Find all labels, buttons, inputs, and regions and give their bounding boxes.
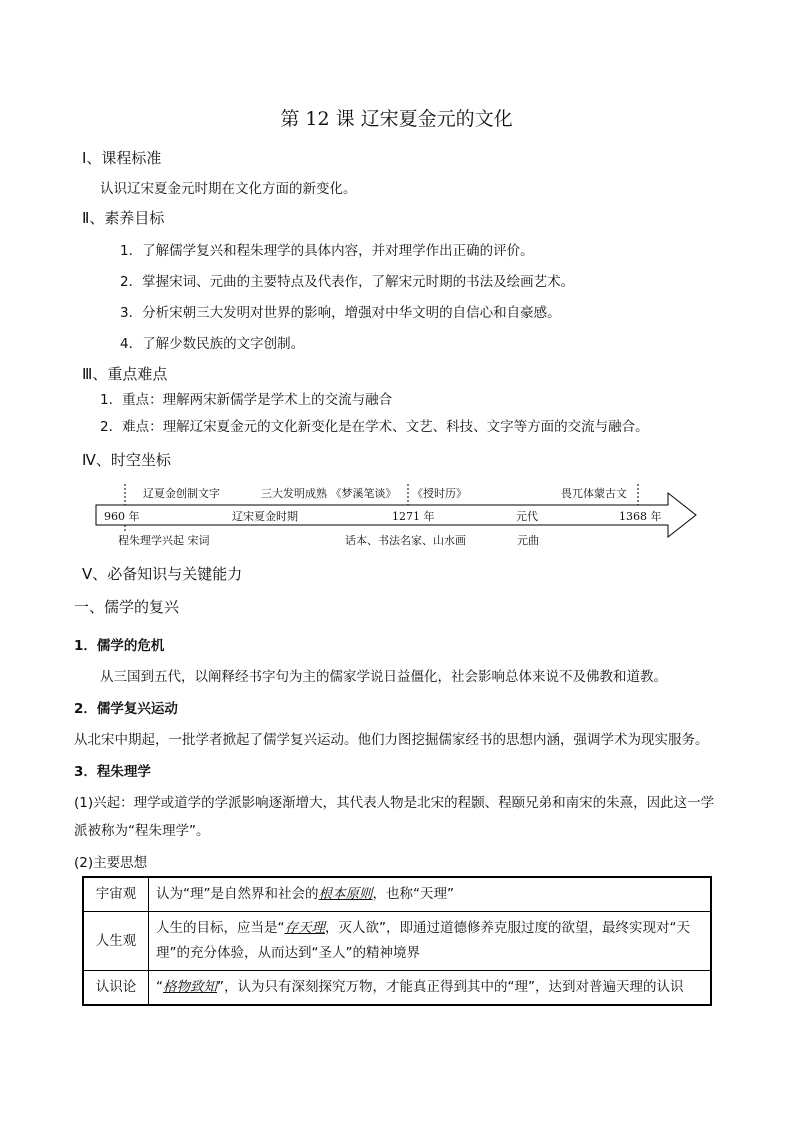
table-row-head: 人生观 bbox=[83, 912, 149, 971]
table-row-head: 宇宙观 bbox=[83, 877, 149, 912]
table-row bbox=[83, 877, 711, 912]
goal-item: 2．掌握宋词、元曲的主要特点及代表作，了解宋元时期的书法及绘画艺术。 bbox=[120, 274, 575, 290]
keypoint-item: 2．难点：理解辽宋夏金元的文化新变化是在学术、文艺、科技、文字等方面的交流与融合。 bbox=[100, 419, 649, 435]
section-heading-timeline: Ⅳ、时空坐标 bbox=[82, 451, 171, 469]
subheading: 2．儒学复兴运动 bbox=[74, 701, 178, 717]
section-heading-knowledge: Ⅴ、必备知识与关键能力 bbox=[82, 565, 243, 583]
table-row bbox=[83, 912, 711, 971]
paragraph: (2)主要思想 bbox=[74, 855, 148, 871]
emphasis: 格物致知 bbox=[163, 979, 217, 995]
page-title: 第 12 课 辽宋夏金元的文化 bbox=[280, 108, 513, 130]
emphasis: 存天理 bbox=[284, 920, 325, 936]
subheading: 3．程朱理学 bbox=[74, 764, 151, 780]
section-heading-keypoints: Ⅲ、重点难点 bbox=[82, 365, 168, 383]
timeline-period: 辽宋夏金时期 bbox=[232, 510, 298, 523]
table-row-content: “格物致知”，认为只有深刻探究万物，才能真正得到其中的“理”，达到对普遍天理的认识 bbox=[149, 971, 712, 1006]
timeline-below-label: 元曲 bbox=[517, 534, 539, 547]
part-heading: 一、儒学的复兴 bbox=[74, 598, 180, 616]
emphasis: 根本原则 bbox=[318, 886, 373, 902]
timeline-above-label: 畏兀体蒙古文 bbox=[561, 487, 627, 500]
paragraph: (1)兴起：理学或道学的学派影响逐渐增大，其代表人物是北宋的程颢、程颐兄弟和南宋的朱熹，因此这一学派被称为“程朱理学”。 bbox=[74, 795, 715, 839]
thought-table bbox=[82, 876, 712, 1006]
timeline-above-label: 三大发明成熟 《梦溪笔谈》 bbox=[261, 487, 397, 500]
keypoint-item: 1．重点：理解两宋新儒学是学术上的交流与融合 bbox=[100, 392, 393, 408]
timeline-below-label: 程朱理学兴起 宋词 bbox=[118, 534, 210, 547]
goal-item: 1．了解儒学复兴和程朱理学的具体内容，并对理学作出正确的评价。 bbox=[120, 243, 534, 259]
table-row-head: 认识论 bbox=[83, 971, 149, 1006]
timeline-above-label: 辽夏金创制文字 bbox=[143, 487, 220, 500]
paragraph: 从北宋中期起，一批学者掀起了儒学复兴运动。他们力图挖掘儒家经书的思想内涵，强调学术为现实服务。 bbox=[74, 732, 709, 748]
timeline-year: 960 年 bbox=[104, 510, 140, 523]
timeline-above-label: 《授时历》 bbox=[412, 487, 467, 500]
timeline-below-label: 话本、书法名家、山水画 bbox=[345, 534, 466, 547]
table-row bbox=[83, 971, 711, 1006]
table-row-content: 人生的目标，应当是“存天理，灭人欲”，即通过道德修养克服过度的欲望，最终实现对“天理”的充分体验，从而达到“圣人”的精神境界 bbox=[149, 912, 712, 971]
subheading: 1．儒学的危机 bbox=[74, 638, 165, 654]
section-heading-curriculum: Ⅰ、课程标准 bbox=[82, 149, 162, 167]
timeline-period: 元代 bbox=[516, 510, 538, 523]
goal-item: 3．分析宋朝三大发明对世界的影响，增强对中华文明的自信心和自豪感。 bbox=[120, 305, 561, 321]
timeline-year: 1271 年 bbox=[392, 510, 435, 523]
goal-item: 4．了解少数民族的文字创制。 bbox=[120, 336, 305, 352]
table-row-content: 认为“理”是自然界和社会的根本原则，也称“天理” bbox=[149, 877, 712, 912]
timeline-year: 1368 年 bbox=[619, 510, 662, 523]
section-heading-goals: Ⅱ、素养目标 bbox=[82, 209, 165, 227]
curriculum-text: 认识辽宋夏金元时期在文化方面的新变化。 bbox=[100, 181, 357, 197]
paragraph: 从三国到五代，以阐释经书字句为主的儒家学说日益僵化，社会影响总体来说不及佛教和道教。 bbox=[100, 669, 667, 685]
